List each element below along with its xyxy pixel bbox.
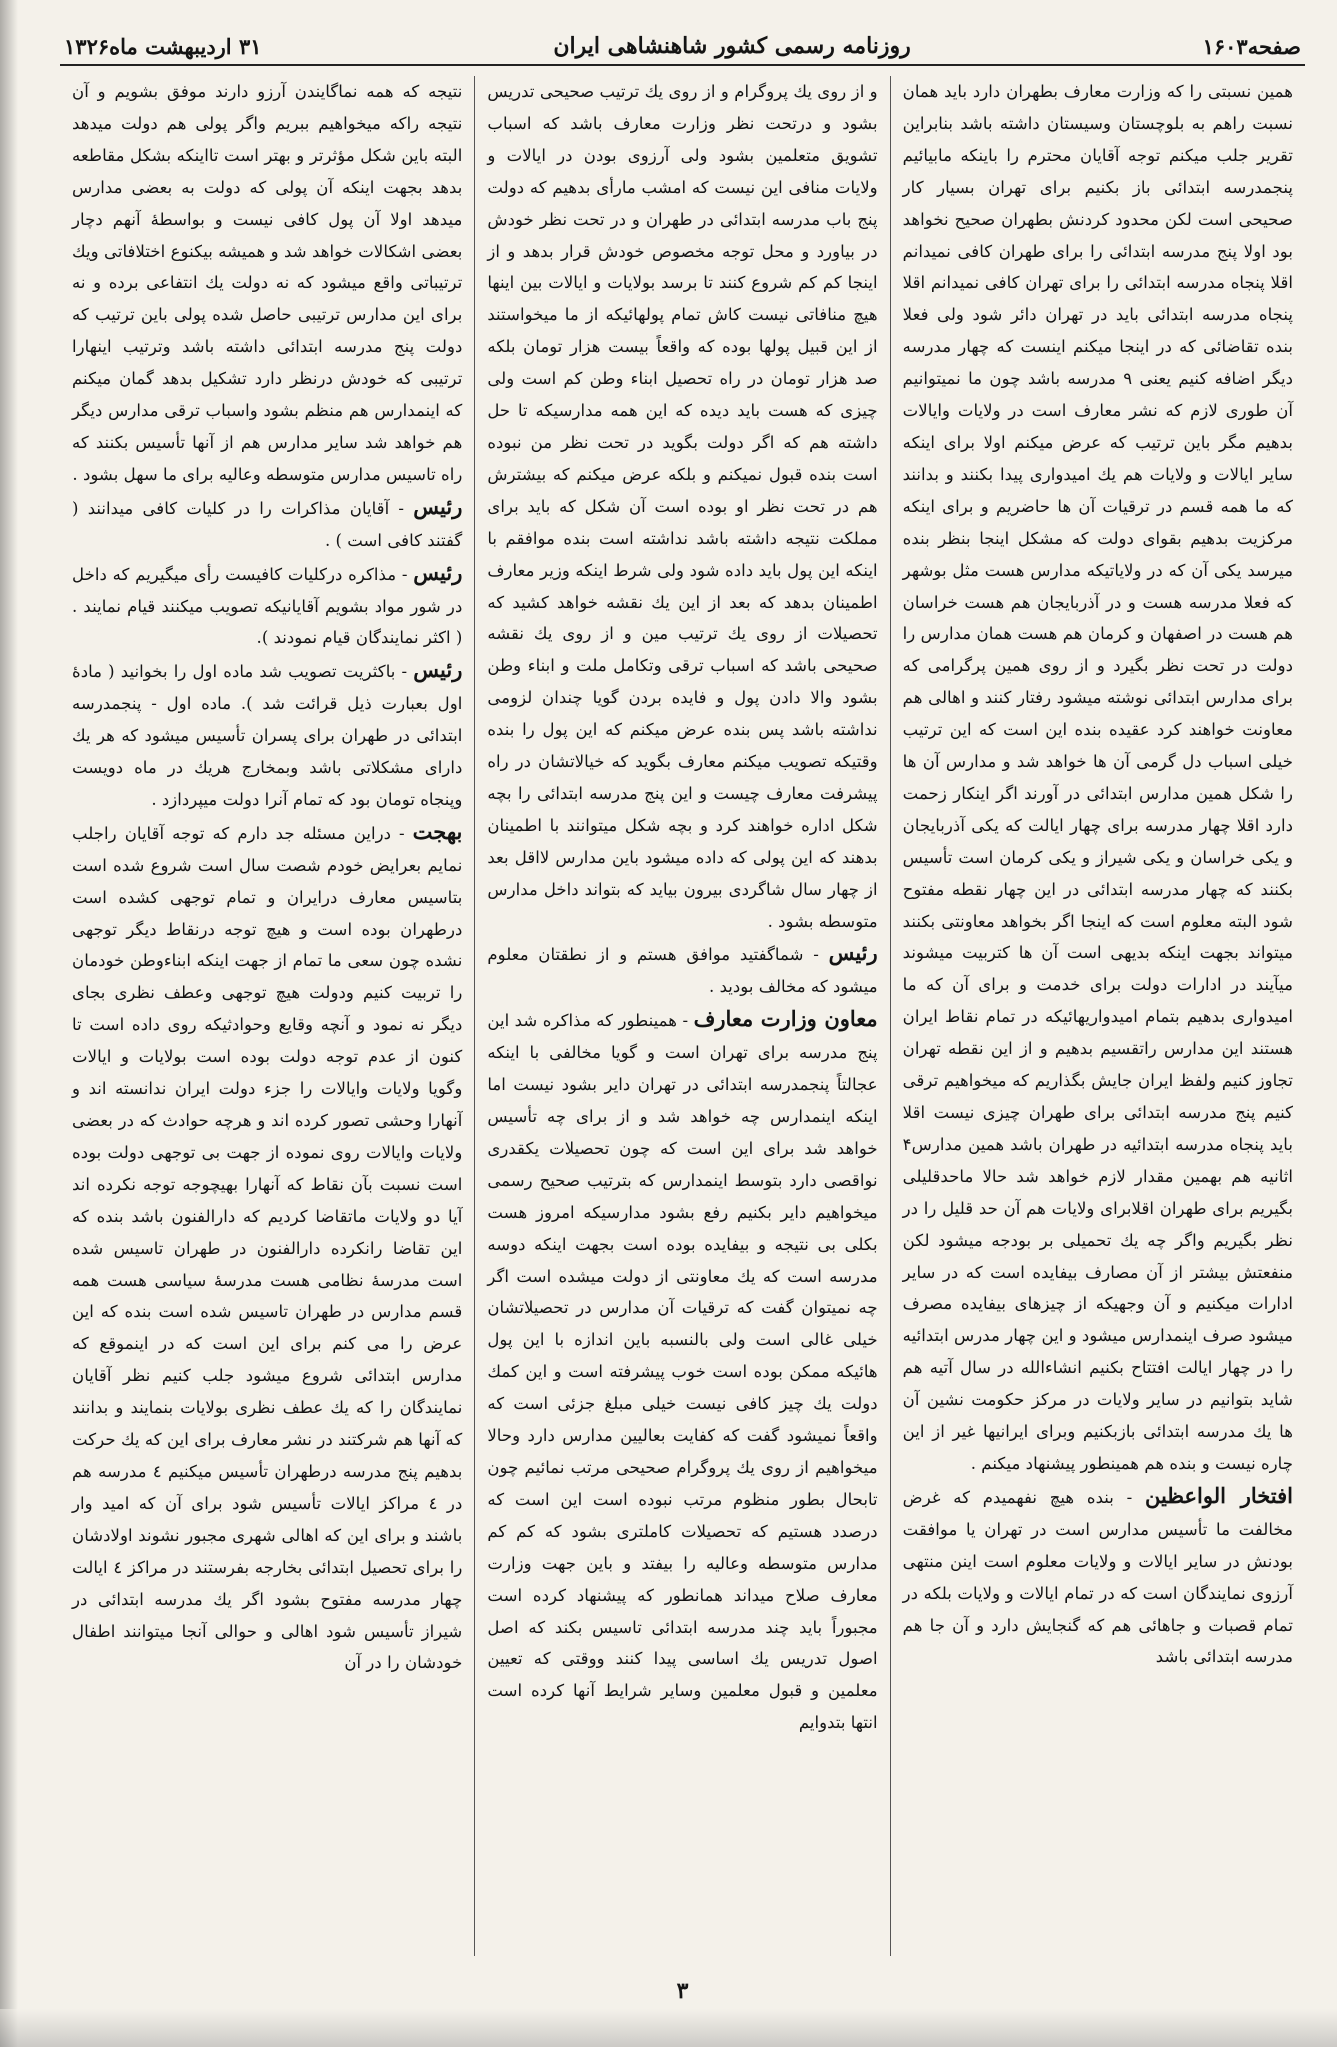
body-text: ماده اول - پنجمدرسه ابتدائی در طهران برای پسران تأسیس میشود که هر یك دارای مشکلاتی باشد وبمخارج هریك در ماه دویست وپنجاه تومان بود که تمام آنرا دولت میپردازد .: [72, 694, 463, 809]
body-text: همین نسبتی را که وزارت معارف بطهران دارد باید همان نسبت راهم به بلوچستان وسیستان داشته باشد بنابراین تقریر جلب میکنم توجه آقایان محترم را باینکه مابیائیم پنجمدرسه ابتدائی باز بکنیم برای تهران بسیار کار صحیحی است لکن محدود کردنش بطهران صحیح نخواهد بود اولا پنج مدرسه ابتدائی را برای طهران کافی نمیدانم اقلا پنجاه مدرسه ابتدائی را برای تهران کافی نمیدانم اقلا پنجاه مدرسه ابتدائی باید در تهران دائر شود ولی فعلا بنده تقاضائی که در اینجا میکنم اینست که چهار مدرسه دیگر اضافه کنیم یعنی ۹ مدرسه باشد چون ما نمیتوانیم آن طوری لازم که نشر معارف است در ولایات وایالات بدهیم مگر باین ترتیب که عرض میکنم اولا برای اینکه سایر ایالات و ولایات هم یك امیدواری پیدا بکنند و بدانند که ما همه قسم در ترقیات آن ها حاضریم و برای اینکه مرکزیت بدهیم بقوای دولت که مشکل اینجا بنظر بنده میرسد یکی آن که در ولایاتیکه مدارس هست مثل بوشهر که فعلا مدرسه هست و در آذربایجان هم هست خراسان هم هست در اصفهان و کرمان هم هست همان مدارس را دولت در تحت نظر بگیرد و از روی همین پرگرامی که برای مدارس ابتدائی نوشته میشود رفتار کنند و اهالی هم معاونت خواهند کرد عقیده بنده این است که این ترتیب خیلی اسباب دل گرمی آن ها خواهد شد و مدارس آن ها را شکل همین مدارس ابتدائی در آورند اگر اینکار زحمت دارد اقلا چهار مدرسه برای چهار ایالت که یکی آذربایجان و یکی خراسان و یکی شیراز و یکی کرمان است تأسیس بکنند که چهار مدرسه ابتدائی در این چهار نقطه مفتوح شود البته معلوم است که اینجا اگر بخواهد معاونتی بکنند میتواند بجهت اینکه بدیهی است آن ها کتربیت میشوند میآیند در ادارات دولت برای خدمت و برای آن که ما امیدواری بدهیم بتمام امیدواریهائیکه در تمام نقاط ایران هستند این مدارس راتقسیم بدهیم و از این نقطه تهران تجاوز کنیم ولفظ ایران جایش بگذاریم که میخواهیم ترقی کنیم پنج مدرسه ابتدائی برای طهران چیزی نیست اقلا باید پنجاه مدرسه ابتدائیه در طهران باشد همین مدارس۴ اثانیه هم بهمین مقدار لازم خواهد شد حالا ماحدقلیلی بگیریم برای طهران اقلابرای ولایات هم آن حد قلیل را در نظر بگیریم واگر چه یك تحمیلی بر بودجه میشود لکن منفعتش بیشتر از آن مصارف بیفایده است که در سایر ادارات میکنیم و آن وجهیکه از چیزهای بیفایده مصرف میشود صرف اینمدارس میشود و این چهار مدرس ابتدائیه را در چهار ایالت افتتاح بکنیم انشاءالله در سال آتیه هم شاید بتوانیم در سایر ولایات در مرکز حکومت نشین آن ها یك مدرسه ابتدائی بازبکنیم وبرای ایرانیها غیر از این چاره نیست و بنده هم همینطور پیشنهاد میکنم .: [902, 82, 1293, 1473]
page-header: [60, 28, 1305, 66]
page-number: ۳: [676, 1978, 689, 2004]
body-text: - همینطور که مذاکره شد این پنج مدرسه برای تهران است و گویا مخالفی با اینکه عجالتاً پنجمدرسه ابتدائی در تهران دایر بشود نیست اما اینکه اینمدارس چه خواهد شد و از برای چه تأسیس خواهد شد برای این است که چون تحصیلات یکقدری نواقصی دارد بتوسط اینمدارس که بترتیب صحیح رسمی میخواهیم دایر بکنیم رفع بشود مدارسیکه امروز هست بکلی بی نتیجه و بیفایده بوده است بجهت اینکه دوسه مدرسه است که یك معاونتی از دولت میشده است اگر چه نمیتوان گفت که ترقیات آن مدارس در تحصیلاتشان خیلی غالی است ولی بالنسبه باین اندازه با این پول هائیکه ممکن بوده است خوب پیشرفته است و این کمك دولت یك چیز کافی نیست خیلی مبلغ جزئی است که واقعاً نمیشود گفت که کفایت بعالیین مدارس دارد وحالا میخواهیم از روی یك پروگرام صحیحی مرتب نمائیم چون تابحال بطور منظوم مرتب نبوده است این است که درصدد هستیم که تحصیلات کاملتری بشود که کم کم مدارس متوسطه وعالیه را بیفتد و باین جهت وزارت معارف صلاح میداند همانطور که پیشنهاد کرده است مجبوراً باید چند مدرسه ابتدائی تاسیس بکند که اصل اصول تدریس یك اساسی پیدا کنند ووقتی که تعیین معلمین و قبول معلمین وسایر شرایط آنها کرده است انتها بتدوایم: [487, 1011, 878, 1733]
speaker-name: رئیس: [828, 940, 878, 966]
newspaper-page: [60, 28, 1305, 2018]
column-middle: [474, 76, 889, 1956]
body-text: ( اکثر نمایندگان قیام نمودند ).: [256, 628, 463, 648]
scan-shadow-edge: [0, 0, 18, 2047]
scan-shadow-bottom: [0, 2009, 1337, 2047]
speaker-name: رئیس: [413, 657, 463, 683]
speaker-name: رئیس: [413, 493, 463, 519]
body-text: و از روی یك پروگرام و از روی یك ترتیب صحیحی تدریس بشود و درتحت نظر وزارت معارف باشد که اسباب تشویق متعلمین بشود ولی آرزوی بودن در ایالات و ولایات منافی این نیست که امشب مارأی بدهیم که دولت پنج باب مدرسه ابتدائی در طهران و در تحت نظر خودش در بیاورد و محل توجه مخصوص خودش قرار بدهد و از اینجا کم کم شروع کنند تا برسد بولایات و ایالات بین اینها هیچ منافاتی نیست کاش تمام پولهائیکه از ما میخواستند از این قبیل پولها بوده که واقعاً بیست هزار تومان بلکه صد هزار تومان در راه تحصیل ابناء وطن کم است ولی چیزی که هست باید دیده که این همه مدارسیکه تا حل داشته هم که اگر دولت بگوید در تحت نظر من نبوده است بنده قبول نمیکنم و بلکه عرض میکنم که بیشترش هم در تحت نظر او بوده است آن شکل که باید برای مملکت نتیجه داشته باشد نداشته است بنده موافقم با اینکه این پول باید داده شود ولی شرط اینکه وزیر معارف اطمینان بدهد که بعد از این یك نقشه خواهد کشید که تحصیلات از روی یك ترتیب مین و از روی یك نقشه صحیحی باشد که اسباب ترقی وتکامل ملت و ابناء وطن بشود والا دادن پول و فایده بردن گویا چندان لزومی نداشته باشد پس بنده عرض میکنم که این پول را بنده وقتیکه تصویب میکنم معارف بگوید که خیالاتشان در راه پیشرفت معارف چیست و این پنج مدرسه ابتدائی را بچه شکل اداره خواهند کرد و بچه شکل میتوانند با اطمینان بدهند که این پولی که داده میشود باین مدارس لااقل بعد از چهار سال شاگردی بیرون بیاید که بتواند داخل مدارس متوسطه بشود .: [487, 82, 878, 931]
body-text: - شماگفتید موافق هستم و از نطقتان معلوم میشود که مخالف بودید .: [487, 945, 878, 997]
speaker-name: بهجت: [412, 818, 463, 844]
body-text: - آقایان مذاکرات را در کلیات کافی میدانند ( گفتند کافی است ) .: [72, 498, 463, 550]
body-text: نتیجه که همه نماگایندن آرزو دارند موفق بشویم و آن نتیجه راکه میخواهیم ببریم واگر پولی هم دولت میدهد البته باین شکل مؤثرتر و بهتر است تااینکه بشکل مقاطعه بدهد بجهت اینکه آن پولی که دولت به بعضی مدارس میدهد اولا آن پول کافی نیست و بواسطهٔ آنهم دچار بعضی اشکالات خواهد شد و همیشه بیکنوع اختلافاتی ویك ترتیباتی واقع میشود که نه دولت یك انتفاعی برده و نه برای این مدارس ترتیبی حاصل شده پولی باین ترتیب که دولت پنج مدرسه ابتدائی داشته باشد وترتیب اینهارا ترتیبی که خودش درنظر دارد تشکیل بدهد گمان میکنم که اینمدارس هم منظم بشود واسباب ترقی مدارس دیگر هم خواهد شد سایر مدارس هم از آنها تأسیس بکنند که راه تاسیس مدارس متوسطه وعالیه برای ما سهل بشود .: [72, 82, 463, 484]
speaker-name: رئیس: [413, 559, 463, 585]
column-paragraph: [903, 76, 1293, 1673]
body-text: - باکثریت تصویب شد ماده اول را بخوانید ( مادهٔ اول بعبارت ذیل قرائت شد ).: [72, 662, 463, 714]
column-left: [60, 76, 474, 1956]
body-text: - بنده هیچ نفهمیدم که غرض مخالفت ما تأسیس مدارس است در تهران یا موافقت بودنش در سایر ایالات و ولایات معلوم است اینن منتهی آرزوی نمایندگان است که در تمام ایالات و ولایات بلکه در تمام قصبات و جاهائی هم که گنجایش دارد و آن جا هم مدرسه ابتدائی باشد: [902, 1487, 1293, 1667]
body-text: - دراین مسئله جد دارم که توجه آقایان راجلب نمایم بعرایض خودم شصت سال است شروع شده است بتاسیس معارف درایران و تمام توجهی کشده است درطهران بوده است و هیچ توجه درنقاط دیگر توجهی نشده چون سعی ما تمام از جهت اینکه ابناءوطن خودمان را تربیت کنیم ودولت هیچ توجهی وعطف نظری بجای دیگر نه نمود و آنچه وقایع وحوادثیکه روی داده است تا کنون از عدم توجه دولت بوده است بولایات و ایالات وگویا ولایات وایالات را جزء دولت ایران ندانسته اند و آنهارا وحشی تصور کرده اند و هرچه حوادث که در بعضی ولایات وایالات روی نموده از جهت بی توجهی دولت بوده است نسبت بآن نقاط که آنهارا بهیچوجه توجه نکرده اند آیا دو ولایات ماتقاضا کردیم که دارالفنون باشد بنده که این تقاضا رانکرده دارالفنون در طهران تاسیس شده است مدرسهٔ نظامی هست مدرسهٔ سیاسی هست همه قسم مدارس در طهران تاسیس شده است بنده که این عرض را می کنم برای این است که در اینموقع که مدارس ابتدائی شروع میشود جلب کنیم نظر آقایان نمایندگان را که یك عطف نظری بولایات بنمایند و بدانند که آنها هم شرکتند در نشر معارف برای این که یك حرکت بدهیم پنج مدرسه درطهران تأسیس میکنیم ٤ مدرسه هم در ٤ مراکز ایالات تأسیس شود برای آن که امید وار باشند و برای این که اهالی شهری مجبور نشوند اولادشان را برای تحصیل ابتدائی بخارجه بفرستند در مراکز ٤ ایالت چهار مدرسه مفتوح بشود اگر یك مدرسه ابتدائی در شیراز تأسیس شود اهالی و حوالی آنجا میتوانند اطفال خودشان را در آن: [72, 823, 463, 1673]
speaker-name: افتخار الواعظین: [1144, 1482, 1293, 1508]
newspaper-title: روزنامه رسمی کشور شاهنشاهی ایران: [553, 33, 911, 59]
column-paragraph: [72, 76, 462, 1679]
body-text: - مذاکره درکلیات کافیست رأی میگیریم که داخل در شور مواد بشویم آقایانیکه تصویب میکنند قیام نمایند .: [72, 564, 463, 616]
column-right: [890, 76, 1305, 1956]
page-label: صفحه۱۶۰۳: [1202, 33, 1301, 59]
text-columns: [60, 76, 1305, 1956]
speaker-name: معاون وزارت معارف: [693, 1006, 878, 1032]
issue-date: ۳۱ اردیبهشت ماه۱۳۲۶: [64, 33, 262, 59]
column-paragraph: [487, 76, 877, 1739]
